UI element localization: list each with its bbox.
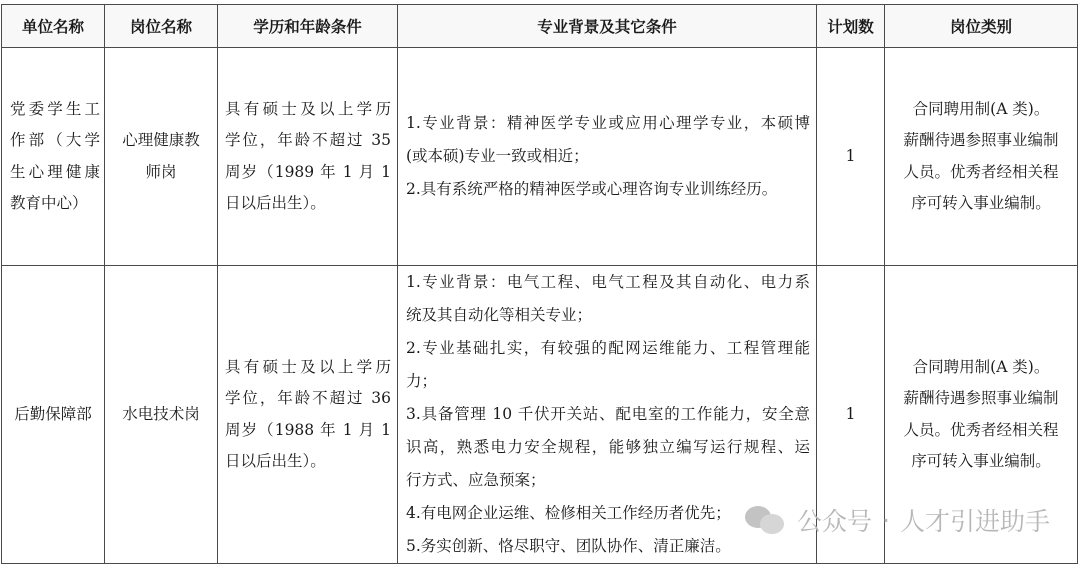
education-line: 学位，年龄不超过 36 <box>225 389 391 407</box>
category-line: 序可转入事业编制。 <box>911 452 1051 470</box>
background-line: 行方式、应急预案； <box>406 471 546 489</box>
position-cell <box>105 266 218 564</box>
background-line: 1.专业背景：精神医学专业或应用心理学专业，本硕博 <box>406 114 810 132</box>
education-line: 周岁（1989 年 1 月 1 <box>225 162 391 181</box>
position-line: 心理健康教 <box>122 131 200 149</box>
education-line: 日以后出生）。 <box>225 194 326 212</box>
background-line: 统及其自动化等相关专业； <box>406 306 593 324</box>
category-cell <box>885 48 1078 266</box>
header-plan: 计划数 <box>817 5 885 48</box>
education-line: 日以后出生）。 <box>225 452 326 470</box>
background-line: 4.有电网企业运维、检修相关工作经历者优先； <box>406 504 731 522</box>
wechat-icon <box>745 502 789 538</box>
category-line: 序可转入事业编制。 <box>911 194 1051 212</box>
category-line: 人员。优秀者经相关程 <box>903 162 1059 181</box>
watermark-separator: · <box>882 505 890 535</box>
background-line: 1.专业背景：电气工程、电气工程及其自动化、电力系 <box>406 273 810 291</box>
header-education: 学历和年龄条件 <box>218 5 398 48</box>
recruitment-table <box>1 4 1078 564</box>
header-background: 专业背景及其它条件 <box>398 5 817 48</box>
background-line: 2.具有系统严格的精神医学或心理咨询专业训练经历。 <box>406 180 778 198</box>
education-cell <box>218 266 398 564</box>
watermark-name: 人才引进助手 <box>899 507 1050 536</box>
table-header-row <box>2 5 1078 48</box>
unit-line: 教育中心） <box>10 194 88 212</box>
education-line: 学位，年龄不超过 35 <box>225 131 391 149</box>
background-line: (或本硕)专业一致或相近； <box>406 147 589 165</box>
education-line: 周岁（1988 年 1 月 1 <box>225 420 391 439</box>
education-line: 具有硕士及以上学历 <box>225 357 391 376</box>
unit-cell <box>2 266 105 564</box>
category-line: 合同聘用制(A 类)。 <box>912 357 1050 376</box>
table-row <box>2 48 1078 266</box>
position-line: 水电技术岗 <box>122 404 200 423</box>
unit-line: 党委学生工 <box>10 99 100 118</box>
plan-cell: 1 <box>817 266 885 564</box>
unit-line: 生心理健康 <box>10 162 100 181</box>
background-line: 5.务实创新、恪尽职守、团队协作、清正廉洁。 <box>406 537 731 555</box>
category-line: 薪酬待遇参照事业编制 <box>903 389 1059 407</box>
watermark-prefix: 公众号 <box>797 507 873 536</box>
position-cell <box>105 48 218 266</box>
category-line: 薪酬待遇参照事业编制 <box>903 131 1059 149</box>
unit-line: 作部（大学 <box>10 131 100 149</box>
header-category: 岗位类别 <box>885 5 1078 48</box>
plan-cell: 1 <box>817 48 885 266</box>
watermark <box>745 502 1050 538</box>
header-position: 岗位名称 <box>105 5 218 48</box>
category-line: 合同聘用制(A 类)。 <box>912 99 1050 118</box>
position-line: 师岗 <box>145 162 177 181</box>
education-cell <box>218 48 398 266</box>
unit-cell <box>2 48 105 266</box>
background-line: 识高，熟悉电力安全规程，能够独立编写运行规程、运 <box>406 438 810 456</box>
background-line: 3.具备管理 10 千伏开关站、配电室的工作能力，安全意 <box>406 405 810 423</box>
header-unit: 单位名称 <box>2 5 105 48</box>
category-line: 人员。优秀者经相关程 <box>903 420 1059 439</box>
unit-line: 后勤保障部 <box>14 404 92 423</box>
background-line: 2.专业基础扎实，有较强的配网运维能力、工程管理能 <box>406 339 810 357</box>
background-cell <box>398 48 817 266</box>
education-line: 具有硕士及以上学历 <box>225 99 391 118</box>
background-line: 力； <box>406 372 438 390</box>
